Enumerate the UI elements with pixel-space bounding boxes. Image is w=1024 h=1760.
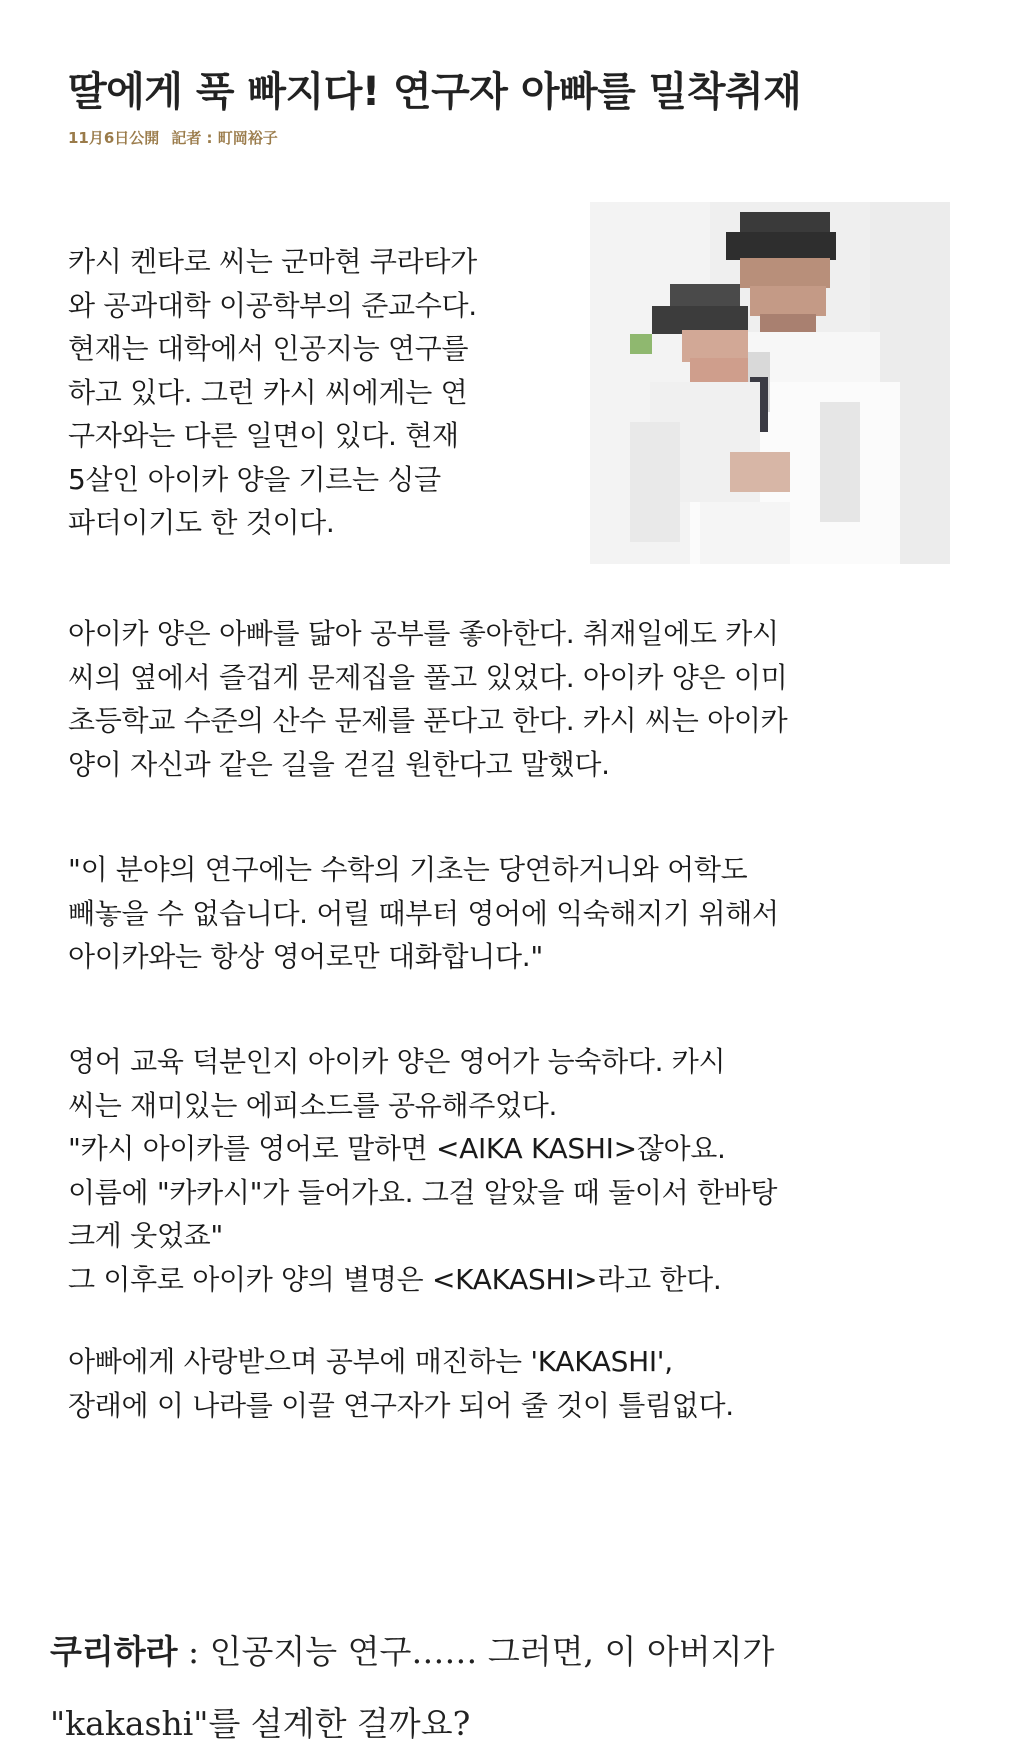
paragraph-quote: "이 분야의 연구에는 수학의 기초는 당연하거니와 어학도 빼놓을 수 없습니다. 어릴 때부터 영어에 익숙해지기 위해서 아이카와는 항상 영어로만 대화합니다.": [68, 853, 779, 973]
paragraph-nickname: 영어 교육 덕분인지 아이카 양은 영어가 능숙하다. 카시 씨는 재미있는 에피소드를 공유해주었다. "카시 아이카를 영어로 말하면 <AIKA KASHI>잖아요. 이름에 "카카시"가 들어가요. 그걸 알았을 때 둘이서 한바탕 크게 웃었죠" 그 이후로 아이카 양의 별명은 <KAKASHI>라고 한다.: [68, 1045, 778, 1296]
article-headline: 딸에게 푹 빠지다! 연구자 아빠를 밀착취재: [68, 69, 802, 115]
comment: [50, 1616, 990, 1760]
reporter-name: 記者 : 町岡裕子: [171, 129, 278, 147]
paragraph-conclusion: 아빠에게 사랑받으며 공부에 매진하는 'KAKASHI', 장래에 이 나라를 이끌 연구자가 되어 줄 것이 틀림없다.: [68, 1345, 734, 1422]
article-byline: [68, 127, 290, 148]
comment-text: 인공지능 연구…… 그러면, 이 아버지가 "kakashi"를 설계한 걸까요?: [50, 1632, 775, 1743]
pixelated-photo-icon: [590, 202, 950, 564]
publish-date: 11月6日公開: [68, 129, 160, 147]
comment-separator: :: [177, 1632, 210, 1671]
comment-author: 쿠리하라: [50, 1632, 178, 1671]
paragraph-study: 아이카 양은 아빠를 닮아 공부를 좋아한다. 취재일에도 카시 씨의 옆에서 즐겁게 문제집을 풀고 있었다. 아이카 양은 이미 초등학교 수준의 산수 문제를 푼다고 한다. 카시 씨는 아이카 양이 자신과 같은 길을 걷길 원한다고 말했다.: [68, 617, 788, 781]
paragraph-intro: 카시 켄타로 씨는 군마현 쿠라타가 와 공과대학 이공학부의 준교수다. 현재는 대학에서 인공지능 연구를 하고 있다. 그런 카시 씨에게는 연 구자와는 다른 일면이 있다. 현재 5살인 아이카 양을 기르는 싱글 파더이기도 한 것이다.: [68, 245, 477, 539]
article-photo: [590, 202, 950, 564]
